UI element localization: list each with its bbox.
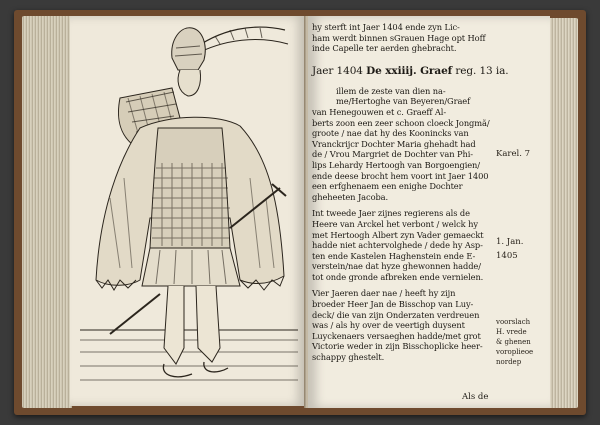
text-line: schappy ghestelt. (312, 352, 385, 363)
text-line: was / als hy over de veertigh duysent (312, 320, 465, 331)
paragraph-1 (312, 86, 490, 203)
heading-reg: reg. 13 ia. (455, 64, 509, 77)
text-line: Vranckrijcr Dochter Maria ghehadt had (312, 138, 476, 149)
text-line: Int tweede Jaer zijnes regierens als de (312, 208, 470, 219)
margin-note: & ghenen (496, 338, 531, 346)
heading-year: Jaer 1404 (312, 64, 363, 77)
engraving-leg-left (164, 286, 184, 364)
engraving-leg-right (196, 286, 220, 362)
text-line: inde Capelle ter aerden ghebracht. (312, 43, 457, 54)
text-line: verstein/nae dat hyze ghewonnen hadde/ (312, 261, 481, 272)
text-line: van Henegouwen et c. Graeff Al- (312, 106, 447, 117)
text-line: lips Lehardy Hertoogh van Borgoengien/ (312, 159, 481, 170)
paragraph-3 (312, 288, 490, 362)
top-lines (312, 22, 490, 54)
text-line: ten ende Kastelen Haghenstein ende E- (312, 250, 476, 261)
text-line: gheheeten Jacoba. (312, 191, 389, 202)
heading-title: De xxiiij. Graef (366, 64, 453, 77)
margin-note: 1. Jan. (496, 237, 524, 247)
page-edges-right (548, 18, 578, 408)
text-line: Luyckenaers versaeghen hadde/met grot (312, 330, 481, 341)
catchword: Als de (462, 392, 489, 402)
text-line: hadde niet achtervolghede / dede hy Asp- (312, 240, 483, 251)
engraving-head (178, 70, 200, 96)
text-line: een erfghenaem een enighe Dochter (312, 181, 463, 192)
text-line: de / Vrou Margriet de Dochter van Phi- (312, 149, 473, 160)
text-line: deck/ die van zijn Onderzaten verdreuen (312, 309, 480, 320)
text-line: me/Hertoghe van Beyeren/Graef (336, 96, 471, 107)
margin-note: Karel. 7 (496, 149, 531, 159)
paragraph-2 (312, 208, 490, 282)
engraving-ground (80, 330, 298, 380)
chapter-heading (312, 64, 509, 78)
text-line: Victorie weder in zijn Bisschoplicke heer- (312, 341, 483, 352)
engraving-hat (172, 28, 206, 70)
engraving-sword (110, 294, 160, 334)
text-line: tot onde gronde afbreken ende vernielen. (312, 271, 484, 282)
text-line: ende deese brocht hem voort int Jaer 1400 (312, 170, 489, 181)
engraving-illustration (80, 18, 300, 403)
text-line: Vier Jaeren daer nae / heeft hy zijn (312, 288, 456, 299)
text-line: Heere van Arckel het verbont / welck hy (312, 218, 478, 229)
text-line: groote / nae dat hy des Koonincks van (312, 128, 469, 139)
text-line: illem de zeste van dien na- (336, 85, 446, 96)
margin-note: nordep (496, 358, 522, 366)
page-edges-left (22, 16, 72, 408)
text-line: berts zoon een zeer schoon cloeck Jongmã/ (312, 117, 490, 128)
text-line: hy sterft int Jaer 1404 ende zyn Lic- (312, 22, 460, 32)
margin-note: 1405 (496, 251, 518, 261)
margin-note: voroplieoe (496, 348, 534, 356)
text-line: ham werdt binnen sGrauen Hage opt Hoff (312, 32, 486, 43)
text-line: met Hertoogh Albert zyn Vader gemaeckt (312, 229, 484, 240)
text-line: broeder Heer Jan de Bisschop van Luy- (312, 299, 474, 310)
margin-note: H. vrede (496, 328, 527, 336)
margin-note: voorslach (496, 318, 531, 326)
